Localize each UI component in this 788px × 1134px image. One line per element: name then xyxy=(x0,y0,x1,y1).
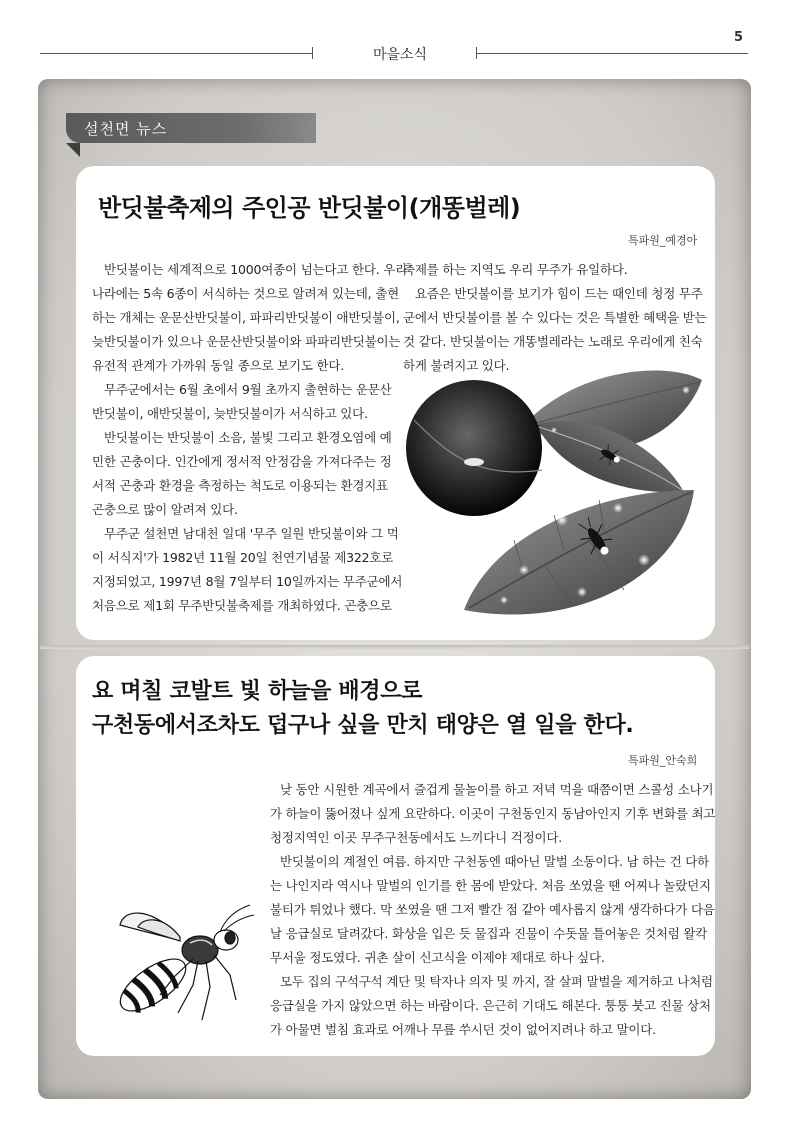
article2-line: 낮 동안 시원한 계곡에서 즐겁게 물놀이를 하고 저녁 먹을 때쯤이면 스콜성 소나기 xyxy=(280,782,714,797)
article1-left-column xyxy=(92,258,408,618)
hornet-illustration xyxy=(108,895,258,1030)
article1-line: 축제를 하는 지역도 우리 무주가 유일하다. xyxy=(403,262,628,277)
article2-line: 는 나인지라 역시나 말벌의 인기를 한 몸에 받았다. 처음 쏘였을 땐 어찌나 놀랐던지 xyxy=(270,878,711,893)
paper-fold-line xyxy=(40,645,749,649)
article1-line: 반딧불이, 애반딧불이, 늦반딧불이가 서식하고 있다. xyxy=(92,406,368,421)
article2-line: 청정지역인 이곳 무주구천동에서도 느끼다니 걱정이다. xyxy=(270,830,562,845)
article2-byline: 특파원_안숙희 xyxy=(628,754,698,767)
article1-line: 처음으로 제1회 무주반딧불축제를 개최하였다. 곤충으로 xyxy=(92,598,392,613)
article1-line: 민한 곤충이다. 인간에게 정서적 안정감을 가져다주는 정 xyxy=(92,454,392,469)
article2-line: 응급실을 가지 않았으면 하는 바람이다. 은근히 기대도 해본다. 퉁퉁 붓고 진물 상처 xyxy=(270,998,711,1013)
page-number: 5 xyxy=(734,30,744,45)
zoom-circle xyxy=(406,380,542,516)
article1-line: 늦반딧불이가 있으나 운문산반딧불이와 파파리반딧불이는 xyxy=(92,334,401,349)
article2-line: 날 응급실로 달려갔다. 화상을 입은 듯 물집과 진물이 수돗물 틀어놓은 것처럼 왈칵 xyxy=(270,926,708,941)
article1-line: 군에서 반딧불이를 볼 수 있다는 것은 특별한 혜택을 받는 xyxy=(403,310,707,325)
section-tab-label: 설천면 뉴스 xyxy=(84,120,168,138)
article1-line: 요즘은 반딧불이를 보기가 힘이 드는 때인데 청정 무주 xyxy=(415,286,703,301)
article1-line: 지정되었고, 1997년 8월 7일부터 10일까지는 무주군에서 xyxy=(92,574,403,589)
article2-line: 모두 집의 구석구석 계단 및 탁자나 의자 및 까지, 잘 살펴 말벌을 제거하고 나처럼 xyxy=(280,974,713,989)
article1-line: 무주군에서는 6월 초에서 9월 초까지 출현하는 운문산 xyxy=(104,382,392,397)
article1-title: 반딧불축제의 주인공 반딧불이(개똥벌레) xyxy=(98,194,521,222)
article1-line: 무주군 설천면 남대천 일대 '무주 일원 반딧불이와 그 먹 xyxy=(104,526,399,541)
article1-line: 나라에는 5속 6종이 서식하는 것으로 알려져 있는데, 출현 xyxy=(92,286,399,301)
article2-line: 불티가 튀었나 했다. 막 쏘였을 땐 그저 빨간 점 같아 예사롭지 않게 생각하다가 다음 xyxy=(270,902,715,917)
firefly-leaves-illustration xyxy=(404,370,706,632)
article2-line: 반딧불이의 계절인 여름. 하지만 구천동엔 때아닌 말벌 소동이다. 남 하는 건 다하 xyxy=(280,854,710,869)
section-header-title: 마을소식 xyxy=(372,47,428,63)
article2-title-line1: 요 며칠 코발트 빛 하늘을 배경으로 xyxy=(92,679,423,704)
article1-line: 것 같다. 반딧불이는 개똥벌레라는 노래로 우리에게 친숙 xyxy=(403,334,703,349)
article1-byline: 특파원_예경아 xyxy=(628,234,698,247)
article1-line: 유전적 관계가 가까워 동일 종으로 보기도 한다. xyxy=(92,358,345,373)
header-rule-left xyxy=(40,53,312,54)
article1-right-column xyxy=(403,258,707,378)
article1-line: 반딧불이는 세계적으로 1000여종이 넘는다고 한다. 우리 xyxy=(104,262,408,277)
article1-line: 하는 개체는 운문산반딧불이, 파파리반딧불이 애반딧불이, xyxy=(92,310,400,325)
article1-line: 반딧불이는 반딧불이 소음, 불빛 그리고 환경오염에 예 xyxy=(104,430,392,445)
article2-line: 가 하늘이 뚫어졌나 싶게 요란하다. 이곳이 구천동인지 동남아인지 기후 변화를 최고 xyxy=(270,806,716,821)
article2-line: 가 아물면 벌침 효과로 어깨나 무릎 쑤시던 것이 없어지려나 하고 말이다. xyxy=(270,1022,656,1037)
article1-line: 곤충으로 많이 알려져 있다. xyxy=(92,502,238,517)
header-rule-left-tick xyxy=(312,47,313,59)
article1-line: 하게 불려지고 있다. xyxy=(403,358,510,373)
article2-title-line2: 구천동에서조차도 덥구나 싶을 만치 태양은 열 일을 한다. xyxy=(92,713,634,738)
article2-line: 무서울 정도였다. 귀촌 살이 신고식을 이제야 제대로 하나 싶다. xyxy=(270,950,605,965)
article1-line: 서적 곤충과 환경을 측정하는 척도로 이용되는 환경지표 xyxy=(92,478,388,493)
article2-body xyxy=(270,778,716,1042)
header-rule-right xyxy=(476,53,748,54)
article1-line: 이 서식지'가 1982년 11월 20일 천연기념물 제322호로 xyxy=(92,550,394,565)
